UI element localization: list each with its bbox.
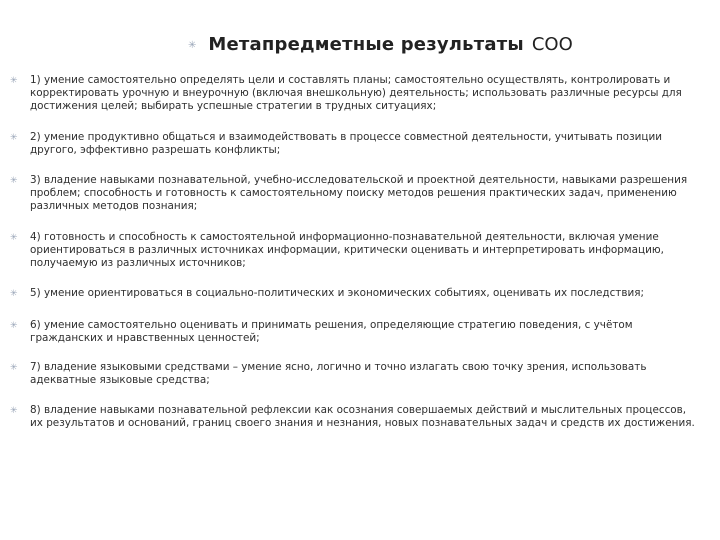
list-item xyxy=(10,174,706,213)
list-item xyxy=(10,231,706,270)
list-item-text: 3) владение навыками познавательной, учебно-исследовательской и проектной деятельности, навыками разрешения проблем; способность и готовность к самостоятельному поиску методов решения практических задач, применению различных методов познания; xyxy=(30,174,688,212)
star-bullet-icon: ✳ xyxy=(188,40,197,51)
list-item-text: 5) умение ориентироваться в социально-политических и экономических событиях, оценивать их последствия; xyxy=(30,287,644,299)
list-item xyxy=(10,287,706,300)
star-bullet-icon: ✳ xyxy=(10,363,18,373)
list-item-text: 7) владение языковыми средствами – умение ясно, логично и точно излагать свою точку зрения, использовать адекватные языковые средства; xyxy=(30,361,647,386)
list-item xyxy=(10,319,706,345)
star-bullet-icon: ✳ xyxy=(10,289,18,299)
star-bullet-icon: ✳ xyxy=(10,76,18,86)
slide-title: Метапредметные результаты xyxy=(208,34,524,55)
star-bullet-icon: ✳ xyxy=(10,176,18,186)
list-item-text: 2) умение продуктивно общаться и взаимодействовать в процессе совместной деятельности, учитывать позиции другого, эффективно разрешать конфликты; xyxy=(30,131,663,156)
list-item xyxy=(10,361,706,387)
list-item xyxy=(10,74,706,113)
title-row xyxy=(188,34,573,55)
star-bullet-icon: ✳ xyxy=(10,406,18,416)
list-item-text: 8) владение навыками познавательной рефлексии как осознания совершаемых действий и мыслительных процессов, их результатов и оснований, границ своего знания и незнания, новых познавательных задач и средств их достижения. xyxy=(30,404,695,429)
star-bullet-icon: ✳ xyxy=(10,233,18,243)
list-item xyxy=(10,131,706,157)
list-item-text: 6) умение самостоятельно оценивать и принимать решения, определяющие стратегию поведения, с учётом гражданских и нравственных ценностей; xyxy=(30,319,633,344)
star-bullet-icon: ✳ xyxy=(10,321,18,331)
list-item-text: 4) готовность и способность к самостоятельной информационно-познавательной деятельности, включая умение ориентироваться в различных источниках информации, критически оценивать и интерпретировать информацию, получаемую из различных источников; xyxy=(30,231,664,269)
slide-title-suffix: СОО xyxy=(531,34,573,55)
list-item xyxy=(10,404,706,430)
list-item-text: 1) умение самостоятельно определять цели и составлять планы; самостоятельно осуществлять, контролировать и корректировать урочную и внеурочную (включая внешкольную) деятельность; использовать различные ресурсы для достижения целей; выбирать успешные стратегии в трудных ситуациях; xyxy=(30,74,682,112)
star-bullet-icon: ✳ xyxy=(10,133,18,143)
